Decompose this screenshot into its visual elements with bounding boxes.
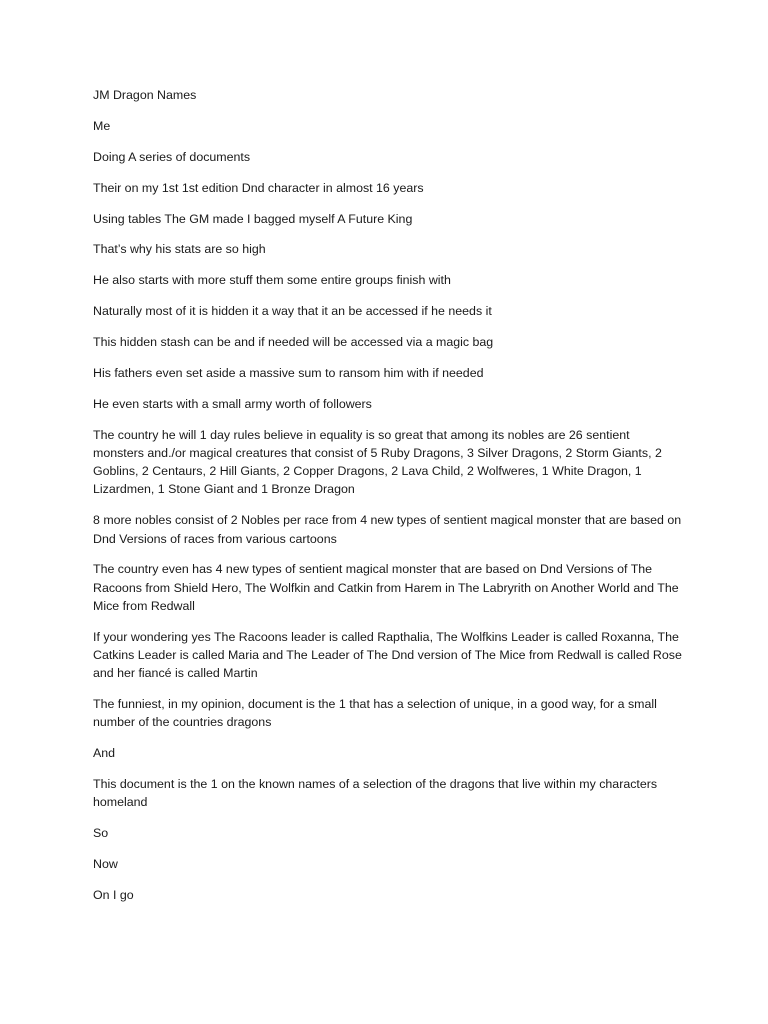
paragraph: Doing A series of documents: [93, 149, 251, 164]
document-body: [93, 86, 683, 917]
paragraph: He also starts with more stuff them some entire groups finish with: [93, 273, 451, 288]
paragraph: Using tables The GM made I bagged myself A Future King: [93, 211, 413, 226]
paragraph: This document is the 1 on the known names of a selection of the dragons that live within my characters homeland: [93, 776, 658, 810]
paragraph: This hidden stash can be and if needed will be accessed via a magic bag: [93, 335, 494, 350]
paragraph: If your wondering yes The Racoons leader is called Rapthalia, The Wolfkins Leader is called Roxanna, The Catkins Leader is called Maria and The Leader of The Dnd version of The Mice from Redwall is called Rose and her fiancé is called Martin: [93, 629, 682, 681]
paragraph: And: [93, 746, 116, 761]
paragraph: On I go: [93, 887, 134, 902]
paragraph: The country even has 4 new types of sentient magical monster that are based on Dnd Versions of The Racoons from Shield Hero, The Wolfkin and Catkin from Harem in The Labryrith on Another World and The Mice from Redwall: [93, 562, 679, 613]
paragraph: Now: [93, 856, 118, 871]
paragraph: His fathers even set aside a massive sum to ransom him with if needed: [93, 366, 484, 381]
paragraph: Me: [93, 118, 111, 133]
paragraph: Naturally most of it is hidden it a way that it an be accessed if he needs it: [93, 304, 492, 319]
paragraph: So: [93, 826, 109, 841]
document-title: JM Dragon Names: [93, 88, 197, 102]
paragraph: That’s why his stats are so high: [93, 242, 266, 257]
paragraph: Their on my 1st 1st edition Dnd character in almost 16 years: [93, 180, 424, 195]
paragraph: 8 more nobles consist of 2 Nobles per race from 4 new types of sentient magical monster that are based on Dnd Versions of races from various cartoons: [93, 513, 682, 546]
paragraph: The funniest, in my opinion, document is the 1 that has a selection of unique, in a good way, for a small number of the countries dragons: [93, 696, 657, 730]
paragraph: He even starts with a small army worth of followers: [93, 396, 372, 411]
paragraph: The country he will 1 day rules believe in equality is so great that among its nobles are 26 sentient monsters and./or magical creatures that consist of 5 Ruby Dragons, 3 Silver Dragons, 2 Storm Giants, 2 Goblins, 2 Centaurs, 2 Hill Giants, 2 Copper Dragons, 2 Lava Child, 2 Wolfweres, 1 White Dragon, 1 Lizardmen, 1 Stone Giant and 1 Bronze Dragon: [93, 427, 662, 497]
